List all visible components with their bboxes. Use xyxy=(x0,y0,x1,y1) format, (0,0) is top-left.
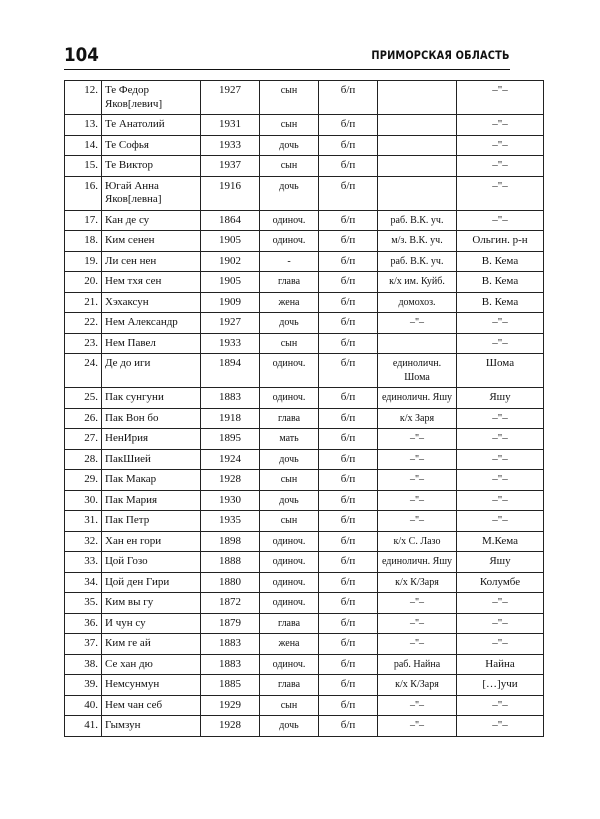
residence-cell: –"– xyxy=(457,470,544,491)
row-number-cell: 39. xyxy=(65,675,102,696)
row-number-cell: 28. xyxy=(65,449,102,470)
row-number-cell: 15. xyxy=(65,156,102,177)
table-row xyxy=(65,210,544,231)
row-number-cell: 29. xyxy=(65,470,102,491)
person-name-cell: Цой Гозо xyxy=(102,552,201,573)
party-membership-cell: б/п xyxy=(319,490,378,511)
family-status-cell: дочь xyxy=(260,449,319,470)
row-number-cell: 24. xyxy=(65,354,102,388)
table-row xyxy=(65,470,544,491)
workplace-cell: к/х Заря xyxy=(378,408,457,429)
table-row xyxy=(65,511,544,532)
family-status-cell: дочь xyxy=(260,313,319,334)
person-name-cell: Те Виктор xyxy=(102,156,201,177)
workplace-cell: единоличн. Яшу xyxy=(378,552,457,573)
person-name-cell: Те Анатолий xyxy=(102,115,201,136)
residence-cell: –"– xyxy=(457,449,544,470)
party-membership-cell: б/п xyxy=(319,354,378,388)
workplace-cell: м/з. В.К. уч. xyxy=(378,231,457,252)
party-membership-cell: б/п xyxy=(319,176,378,210)
person-name-cell: Югай Анна Яков[левна] xyxy=(102,176,201,210)
table-row xyxy=(65,408,544,429)
residence-cell: Найна xyxy=(457,654,544,675)
workplace-cell: единоличн. Шома xyxy=(378,354,457,388)
person-name-cell: Ким ге ай xyxy=(102,634,201,655)
birth-year-cell: 1883 xyxy=(201,634,260,655)
residence-cell: –"– xyxy=(457,115,544,136)
birth-year-cell: 1928 xyxy=(201,716,260,737)
workplace-cell: –"– xyxy=(378,490,457,511)
workplace-cell xyxy=(378,333,457,354)
party-membership-cell: б/п xyxy=(319,716,378,737)
party-membership-cell: б/п xyxy=(319,313,378,334)
person-name-cell: Хэхаксун xyxy=(102,292,201,313)
person-name-cell: Гымзун xyxy=(102,716,201,737)
workplace-cell: –"– xyxy=(378,695,457,716)
residence-cell: М.Кема xyxy=(457,531,544,552)
birth-year-cell: 1872 xyxy=(201,593,260,614)
table-row xyxy=(65,135,544,156)
birth-year-cell: 1885 xyxy=(201,675,260,696)
table-row xyxy=(65,654,544,675)
workplace-cell: единоличн. Яшу xyxy=(378,388,457,409)
person-name-cell: Пак Вон бо xyxy=(102,408,201,429)
table-row xyxy=(65,572,544,593)
party-membership-cell: б/п xyxy=(319,292,378,313)
family-status-cell: глава xyxy=(260,675,319,696)
residence-cell: –"– xyxy=(457,333,544,354)
birth-year-cell: 1931 xyxy=(201,115,260,136)
party-membership-cell: б/п xyxy=(319,675,378,696)
row-number-cell: 18. xyxy=(65,231,102,252)
table-row xyxy=(65,552,544,573)
row-number-cell: 30. xyxy=(65,490,102,511)
party-membership-cell: б/п xyxy=(319,251,378,272)
table-row xyxy=(65,634,544,655)
table-row xyxy=(65,490,544,511)
family-status-cell: глава xyxy=(260,613,319,634)
party-membership-cell: б/п xyxy=(319,115,378,136)
family-status-cell: сын xyxy=(260,511,319,532)
person-name-cell: ПакШией xyxy=(102,449,201,470)
family-status-cell: одиноч. xyxy=(260,552,319,573)
party-membership-cell: б/п xyxy=(319,231,378,252)
birth-year-cell: 1888 xyxy=(201,552,260,573)
birth-year-cell: 1905 xyxy=(201,272,260,293)
residence-cell: Колумбе xyxy=(457,572,544,593)
birth-year-cell: 1924 xyxy=(201,449,260,470)
residence-cell: Ольгин. р-н xyxy=(457,231,544,252)
row-number-cell: 31. xyxy=(65,511,102,532)
residence-cell: […]учи xyxy=(457,675,544,696)
family-status-cell: одиноч. xyxy=(260,354,319,388)
workplace-cell: раб. В.К. уч. xyxy=(378,251,457,272)
residence-cell: –"– xyxy=(457,81,544,115)
row-number-cell: 32. xyxy=(65,531,102,552)
family-status-cell: жена xyxy=(260,634,319,655)
row-number-cell: 33. xyxy=(65,552,102,573)
workplace-cell: домохоз. xyxy=(378,292,457,313)
table-row xyxy=(65,354,544,388)
birth-year-cell: 1918 xyxy=(201,408,260,429)
residence-cell: –"– xyxy=(457,593,544,614)
row-number-cell: 41. xyxy=(65,716,102,737)
family-status-cell: жена xyxy=(260,292,319,313)
person-name-cell: Пак Петр xyxy=(102,511,201,532)
table-row xyxy=(65,613,544,634)
residence-cell: –"– xyxy=(457,408,544,429)
party-membership-cell: б/п xyxy=(319,388,378,409)
party-membership-cell: б/п xyxy=(319,272,378,293)
person-name-cell: Ким сенен xyxy=(102,231,201,252)
residence-cell: –"– xyxy=(457,135,544,156)
residence-cell: Яшу xyxy=(457,388,544,409)
party-membership-cell: б/п xyxy=(319,572,378,593)
row-number-cell: 38. xyxy=(65,654,102,675)
family-status-cell: сын xyxy=(260,333,319,354)
residence-cell: Шома xyxy=(457,354,544,388)
family-status-cell: глава xyxy=(260,408,319,429)
family-status-cell: сын xyxy=(260,695,319,716)
row-number-cell: 26. xyxy=(65,408,102,429)
workplace-cell: –"– xyxy=(378,313,457,334)
party-membership-cell: б/п xyxy=(319,156,378,177)
residence-cell: –"– xyxy=(457,156,544,177)
person-name-cell: Те Софья xyxy=(102,135,201,156)
birth-year-cell: 1895 xyxy=(201,429,260,450)
person-name-cell: Нем чан себ xyxy=(102,695,201,716)
workplace-cell: –"– xyxy=(378,716,457,737)
residence-cell: –"– xyxy=(457,613,544,634)
person-name-cell: Цой ден Гири xyxy=(102,572,201,593)
family-status-cell: дочь xyxy=(260,135,319,156)
family-status-cell: - xyxy=(260,251,319,272)
residence-cell: В. Кема xyxy=(457,272,544,293)
birth-year-cell: 1933 xyxy=(201,135,260,156)
row-number-cell: 21. xyxy=(65,292,102,313)
residence-cell: В. Кема xyxy=(457,251,544,272)
row-number-cell: 17. xyxy=(65,210,102,231)
party-membership-cell: б/п xyxy=(319,449,378,470)
birth-year-cell: 1937 xyxy=(201,156,260,177)
table-row xyxy=(65,231,544,252)
family-status-cell: одиноч. xyxy=(260,531,319,552)
table-row xyxy=(65,531,544,552)
table-row xyxy=(65,716,544,737)
person-name-cell: Пак Макар xyxy=(102,470,201,491)
person-name-cell: Пак Мария xyxy=(102,490,201,511)
residence-cell: В. Кема xyxy=(457,292,544,313)
row-number-cell: 22. xyxy=(65,313,102,334)
person-name-cell: Се хан дю xyxy=(102,654,201,675)
person-name-cell: Нем Павел xyxy=(102,333,201,354)
workplace-cell: к/х им. Куйб. xyxy=(378,272,457,293)
workplace-cell: –"– xyxy=(378,449,457,470)
party-membership-cell: б/п xyxy=(319,511,378,532)
row-number-cell: 27. xyxy=(65,429,102,450)
row-number-cell: 12. xyxy=(65,81,102,115)
party-membership-cell: б/п xyxy=(319,613,378,634)
table-row xyxy=(65,156,544,177)
birth-year-cell: 1883 xyxy=(201,654,260,675)
workplace-cell: к/х К/Заря xyxy=(378,675,457,696)
family-status-cell: одиноч. xyxy=(260,210,319,231)
workplace-cell xyxy=(378,81,457,115)
workplace-cell: –"– xyxy=(378,511,457,532)
family-status-cell: сын xyxy=(260,115,319,136)
party-membership-cell: б/п xyxy=(319,470,378,491)
table-row xyxy=(65,313,544,334)
birth-year-cell: 1894 xyxy=(201,354,260,388)
workplace-cell: к/х К/Заря xyxy=(378,572,457,593)
birth-year-cell: 1879 xyxy=(201,613,260,634)
residence-cell: –"– xyxy=(457,634,544,655)
person-name-cell: И чун су xyxy=(102,613,201,634)
table-row xyxy=(65,333,544,354)
row-number-cell: 40. xyxy=(65,695,102,716)
family-status-cell: сын xyxy=(260,156,319,177)
row-number-cell: 19. xyxy=(65,251,102,272)
party-membership-cell: б/п xyxy=(319,593,378,614)
birth-year-cell: 1927 xyxy=(201,81,260,115)
workplace-cell xyxy=(378,156,457,177)
family-status-cell: мать xyxy=(260,429,319,450)
birth-year-cell: 1935 xyxy=(201,511,260,532)
family-status-cell: дочь xyxy=(260,716,319,737)
party-membership-cell: б/п xyxy=(319,333,378,354)
person-name-cell: Нем Александр xyxy=(102,313,201,334)
table-row xyxy=(65,388,544,409)
birth-year-cell: 1928 xyxy=(201,470,260,491)
residence-cell: –"– xyxy=(457,716,544,737)
party-membership-cell: б/п xyxy=(319,135,378,156)
row-number-cell: 14. xyxy=(65,135,102,156)
row-number-cell: 25. xyxy=(65,388,102,409)
running-title: ПРИМОРСКАЯ ОБЛАСТЬ xyxy=(371,48,510,62)
birth-year-cell: 1898 xyxy=(201,531,260,552)
table-row xyxy=(65,251,544,272)
table-row xyxy=(65,292,544,313)
workplace-cell: –"– xyxy=(378,634,457,655)
table-row xyxy=(65,176,544,210)
party-membership-cell: б/п xyxy=(319,408,378,429)
workplace-cell: раб. В.К. уч. xyxy=(378,210,457,231)
workplace-cell: –"– xyxy=(378,593,457,614)
row-number-cell: 20. xyxy=(65,272,102,293)
table-row xyxy=(65,115,544,136)
birth-year-cell: 1927 xyxy=(201,313,260,334)
party-membership-cell: б/п xyxy=(319,695,378,716)
row-number-cell: 34. xyxy=(65,572,102,593)
family-status-cell: сын xyxy=(260,81,319,115)
family-status-cell: дочь xyxy=(260,490,319,511)
birth-year-cell: 1902 xyxy=(201,251,260,272)
person-name-cell: Пак сунгуни xyxy=(102,388,201,409)
person-name-cell: Ли сен нен xyxy=(102,251,201,272)
birth-year-cell: 1916 xyxy=(201,176,260,210)
birth-year-cell: 1883 xyxy=(201,388,260,409)
workplace-cell: –"– xyxy=(378,613,457,634)
residence-cell: –"– xyxy=(457,176,544,210)
workplace-cell xyxy=(378,115,457,136)
row-number-cell: 13. xyxy=(65,115,102,136)
workplace-cell xyxy=(378,135,457,156)
table-row xyxy=(65,675,544,696)
person-name-cell: Кан де су xyxy=(102,210,201,231)
birth-year-cell: 1930 xyxy=(201,490,260,511)
workplace-cell: раб. Найна xyxy=(378,654,457,675)
table-row xyxy=(65,81,544,115)
table-row xyxy=(65,429,544,450)
table-row xyxy=(65,449,544,470)
birth-year-cell: 1880 xyxy=(201,572,260,593)
records-table-body xyxy=(65,81,544,737)
row-number-cell: 16. xyxy=(65,176,102,210)
party-membership-cell: б/п xyxy=(319,210,378,231)
workplace-cell: к/х С. Лазо xyxy=(378,531,457,552)
party-membership-cell: б/п xyxy=(319,429,378,450)
party-membership-cell: б/п xyxy=(319,81,378,115)
family-status-cell: одиноч. xyxy=(260,572,319,593)
row-number-cell: 35. xyxy=(65,593,102,614)
person-name-cell: Те Федор Яков[левич] xyxy=(102,81,201,115)
party-membership-cell: б/п xyxy=(319,531,378,552)
table-row xyxy=(65,593,544,614)
residence-cell: –"– xyxy=(457,210,544,231)
family-status-cell: сын xyxy=(260,470,319,491)
page-header xyxy=(64,44,510,68)
person-name-cell: Нем тхя сен xyxy=(102,272,201,293)
residence-cell: –"– xyxy=(457,511,544,532)
residence-cell: Яшу xyxy=(457,552,544,573)
table-row xyxy=(65,695,544,716)
birth-year-cell: 1933 xyxy=(201,333,260,354)
table-row xyxy=(65,272,544,293)
row-number-cell: 37. xyxy=(65,634,102,655)
workplace-cell xyxy=(378,176,457,210)
row-number-cell: 23. xyxy=(65,333,102,354)
family-status-cell: дочь xyxy=(260,176,319,210)
birth-year-cell: 1909 xyxy=(201,292,260,313)
family-status-cell: одиноч. xyxy=(260,654,319,675)
person-name-cell: Де до иги xyxy=(102,354,201,388)
person-name-cell: Хан ен гори xyxy=(102,531,201,552)
workplace-cell: –"– xyxy=(378,429,457,450)
party-membership-cell: б/п xyxy=(319,654,378,675)
page-number: 104 xyxy=(64,44,99,66)
residence-cell: –"– xyxy=(457,695,544,716)
birth-year-cell: 1864 xyxy=(201,210,260,231)
family-status-cell: глава xyxy=(260,272,319,293)
row-number-cell: 36. xyxy=(65,613,102,634)
family-status-cell: одиноч. xyxy=(260,593,319,614)
birth-year-cell: 1905 xyxy=(201,231,260,252)
residence-cell: –"– xyxy=(457,429,544,450)
person-name-cell: Ким вы гу xyxy=(102,593,201,614)
residence-cell: –"– xyxy=(457,490,544,511)
person-name-cell: НенИрия xyxy=(102,429,201,450)
person-name-cell: Немсунмун xyxy=(102,675,201,696)
birth-year-cell: 1929 xyxy=(201,695,260,716)
header-rule xyxy=(64,69,510,70)
residence-cell: –"– xyxy=(457,313,544,334)
party-membership-cell: б/п xyxy=(319,634,378,655)
family-status-cell: одиноч. xyxy=(260,231,319,252)
records-table xyxy=(64,80,544,737)
family-status-cell: одиноч. xyxy=(260,388,319,409)
workplace-cell: –"– xyxy=(378,470,457,491)
party-membership-cell: б/п xyxy=(319,552,378,573)
